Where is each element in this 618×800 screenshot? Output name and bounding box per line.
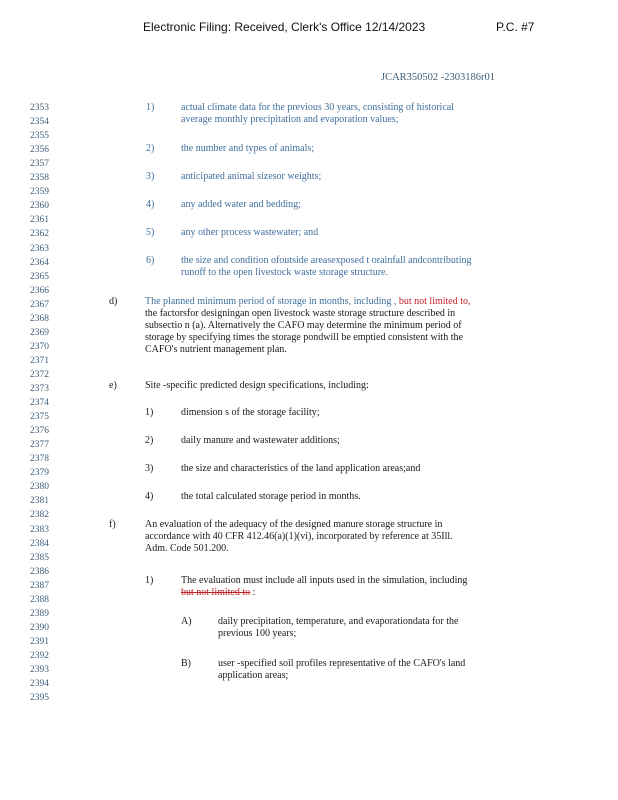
line-number: 2381 [30,496,49,507]
section-f-letter: f) [109,519,116,530]
subitem-b-letter: B) [181,658,191,669]
line-number: 2353 [30,103,49,113]
colon-text: : [250,587,256,598]
line-number: 2376 [30,426,49,437]
document-id: JCAR350502 -2303186r01 [381,72,496,83]
section-d-line-3: subsectio n (a). Alternatively the CAFO may determine the minimum period of [145,320,462,331]
page-code: P.C. #7 [496,20,535,34]
section-e-item-4-text: the total calculated storage period in months. [181,491,361,502]
line-number: 2372 [30,369,49,380]
line-number: 2390 [30,622,49,633]
item-6-line-2: runoff to the open livestock waste storage structure. [181,267,388,278]
line-number: 2393 [30,665,49,675]
subitem-b-line-1: user -specified soil profiles representative of the CAFO's land [218,658,466,669]
line-number: 2384 [30,538,49,549]
struck-text: but not limited to [181,587,251,598]
filing-stamp: Electronic Filing: Received, Clerk's Office 12/14/2023 [143,20,426,34]
line-number: 2355 [30,131,49,142]
section-f-line-3: Adm. Code 501.200. [145,543,229,554]
section-e-item-3-number: 3) [145,463,154,474]
item-5-number: 5) [146,227,155,238]
line-number: 2367 [30,299,49,310]
item-4-number: 4) [146,199,155,210]
item-3-number: 3) [146,171,155,182]
section-f-item-1-line-2 [181,587,255,599]
section-d-line-1 [145,296,471,308]
section-d-line-4: storage by specifying times the storage pondwill be emptied consistent with the [145,332,463,343]
line-number: 2380 [30,482,49,493]
line-number: 2360 [30,201,49,212]
section-e-item-2-text: daily manure and wastewater additions; [181,435,340,446]
line-number: 2383 [30,524,49,535]
line-number: 2369 [30,327,49,338]
item-1-line-1: actual climate data for the previous 30 years, consisting of historical [181,102,454,113]
line-number: 2389 [30,608,49,619]
line-number: 2377 [30,440,49,451]
section-f-line-1: An evaluation of the adequacy of the designed manure storage structure in [145,519,443,530]
line-number: 2371 [30,355,49,366]
line-number: 2388 [30,594,49,605]
section-f-line-2: accordance with 40 CFR 412.46(a)(1)(vi), incorporated by reference at 35Ill. [145,531,453,542]
line-number: 2366 [30,285,49,296]
line-number: 2362 [30,229,49,240]
section-f-item-1-line-1: The evaluation must include all inputs used in the simulation, including [181,575,468,586]
line-number: 2364 [30,257,49,268]
section-e-letter: e) [109,380,117,391]
line-number: 2368 [30,313,49,324]
line-number: 2359 [30,187,49,198]
item-2-number: 2) [146,143,155,154]
item-5-line-1: any other process wastewater; and [181,227,319,238]
section-d-letter: d) [109,296,118,307]
line-number: 2357 [30,159,49,170]
section-e-item-2-number: 2) [145,435,154,446]
line-number: 2373 [30,384,49,394]
section-d-line-5: CAFO's nutrient management plan. [145,344,287,355]
line-number: 2394 [30,679,49,690]
line-number: 2387 [30,580,49,591]
item-1-number: 1) [146,102,155,113]
section-e-item-4-number: 4) [145,491,154,502]
line-number: 2379 [30,468,49,479]
line-number: 2358 [30,173,49,184]
line-number: 2375 [30,412,49,423]
section-e-item-3-text: the size and characteristics of the land application areas;and [181,463,421,474]
line-number: 2386 [30,566,49,577]
item-6-number: 6) [146,255,155,266]
subitem-a-letter: A) [181,616,192,627]
section-f-item-1-number: 1) [145,575,154,586]
item-1-line-2: average monthly precipitation and evaporation values; [181,114,399,125]
line-number: 2392 [30,650,49,661]
line-number: 2363 [30,243,49,254]
section-e-item-1-text: dimension s of the storage facility; [181,407,320,418]
item-2-line-1: the number and types of animals; [181,143,315,154]
item-4-line-1: any added water and bedding; [181,199,301,210]
section-d-line-2: the factorsfor designingan open livestock waste storage structure described in [145,308,456,319]
item-6-line-1: the size and condition ofoutside areasexposed t orainfall andcontributing [181,255,472,266]
line-number: 2361 [30,215,49,226]
line-number: 2365 [30,271,49,282]
subitem-b-line-2: application areas; [218,670,289,681]
line-number: 2391 [30,636,49,647]
section-e-line-1: Site -specific predicted design specifications, including: [145,380,369,391]
line-number: 2382 [30,510,49,521]
line-number: 2385 [30,552,49,563]
line-number: 2356 [30,145,49,156]
section-d-line-1-text: The planned minimum period of storage in months, including , [145,296,397,307]
subitem-a-line-1: daily precipitation, temperature, and evaporationdata for the [218,616,459,627]
line-number: 2395 [30,693,49,704]
item-3-line-1: anticipated animal sizesor weights; [181,171,322,182]
section-d-inserted-text: but not limited to, [396,296,471,307]
line-number: 2354 [30,117,49,128]
section-e-item-1-number: 1) [145,407,154,418]
line-number: 2370 [30,341,49,352]
line-number: 2378 [30,454,49,465]
line-number: 2374 [30,398,49,409]
subitem-a-line-2: previous 100 years; [218,628,297,639]
